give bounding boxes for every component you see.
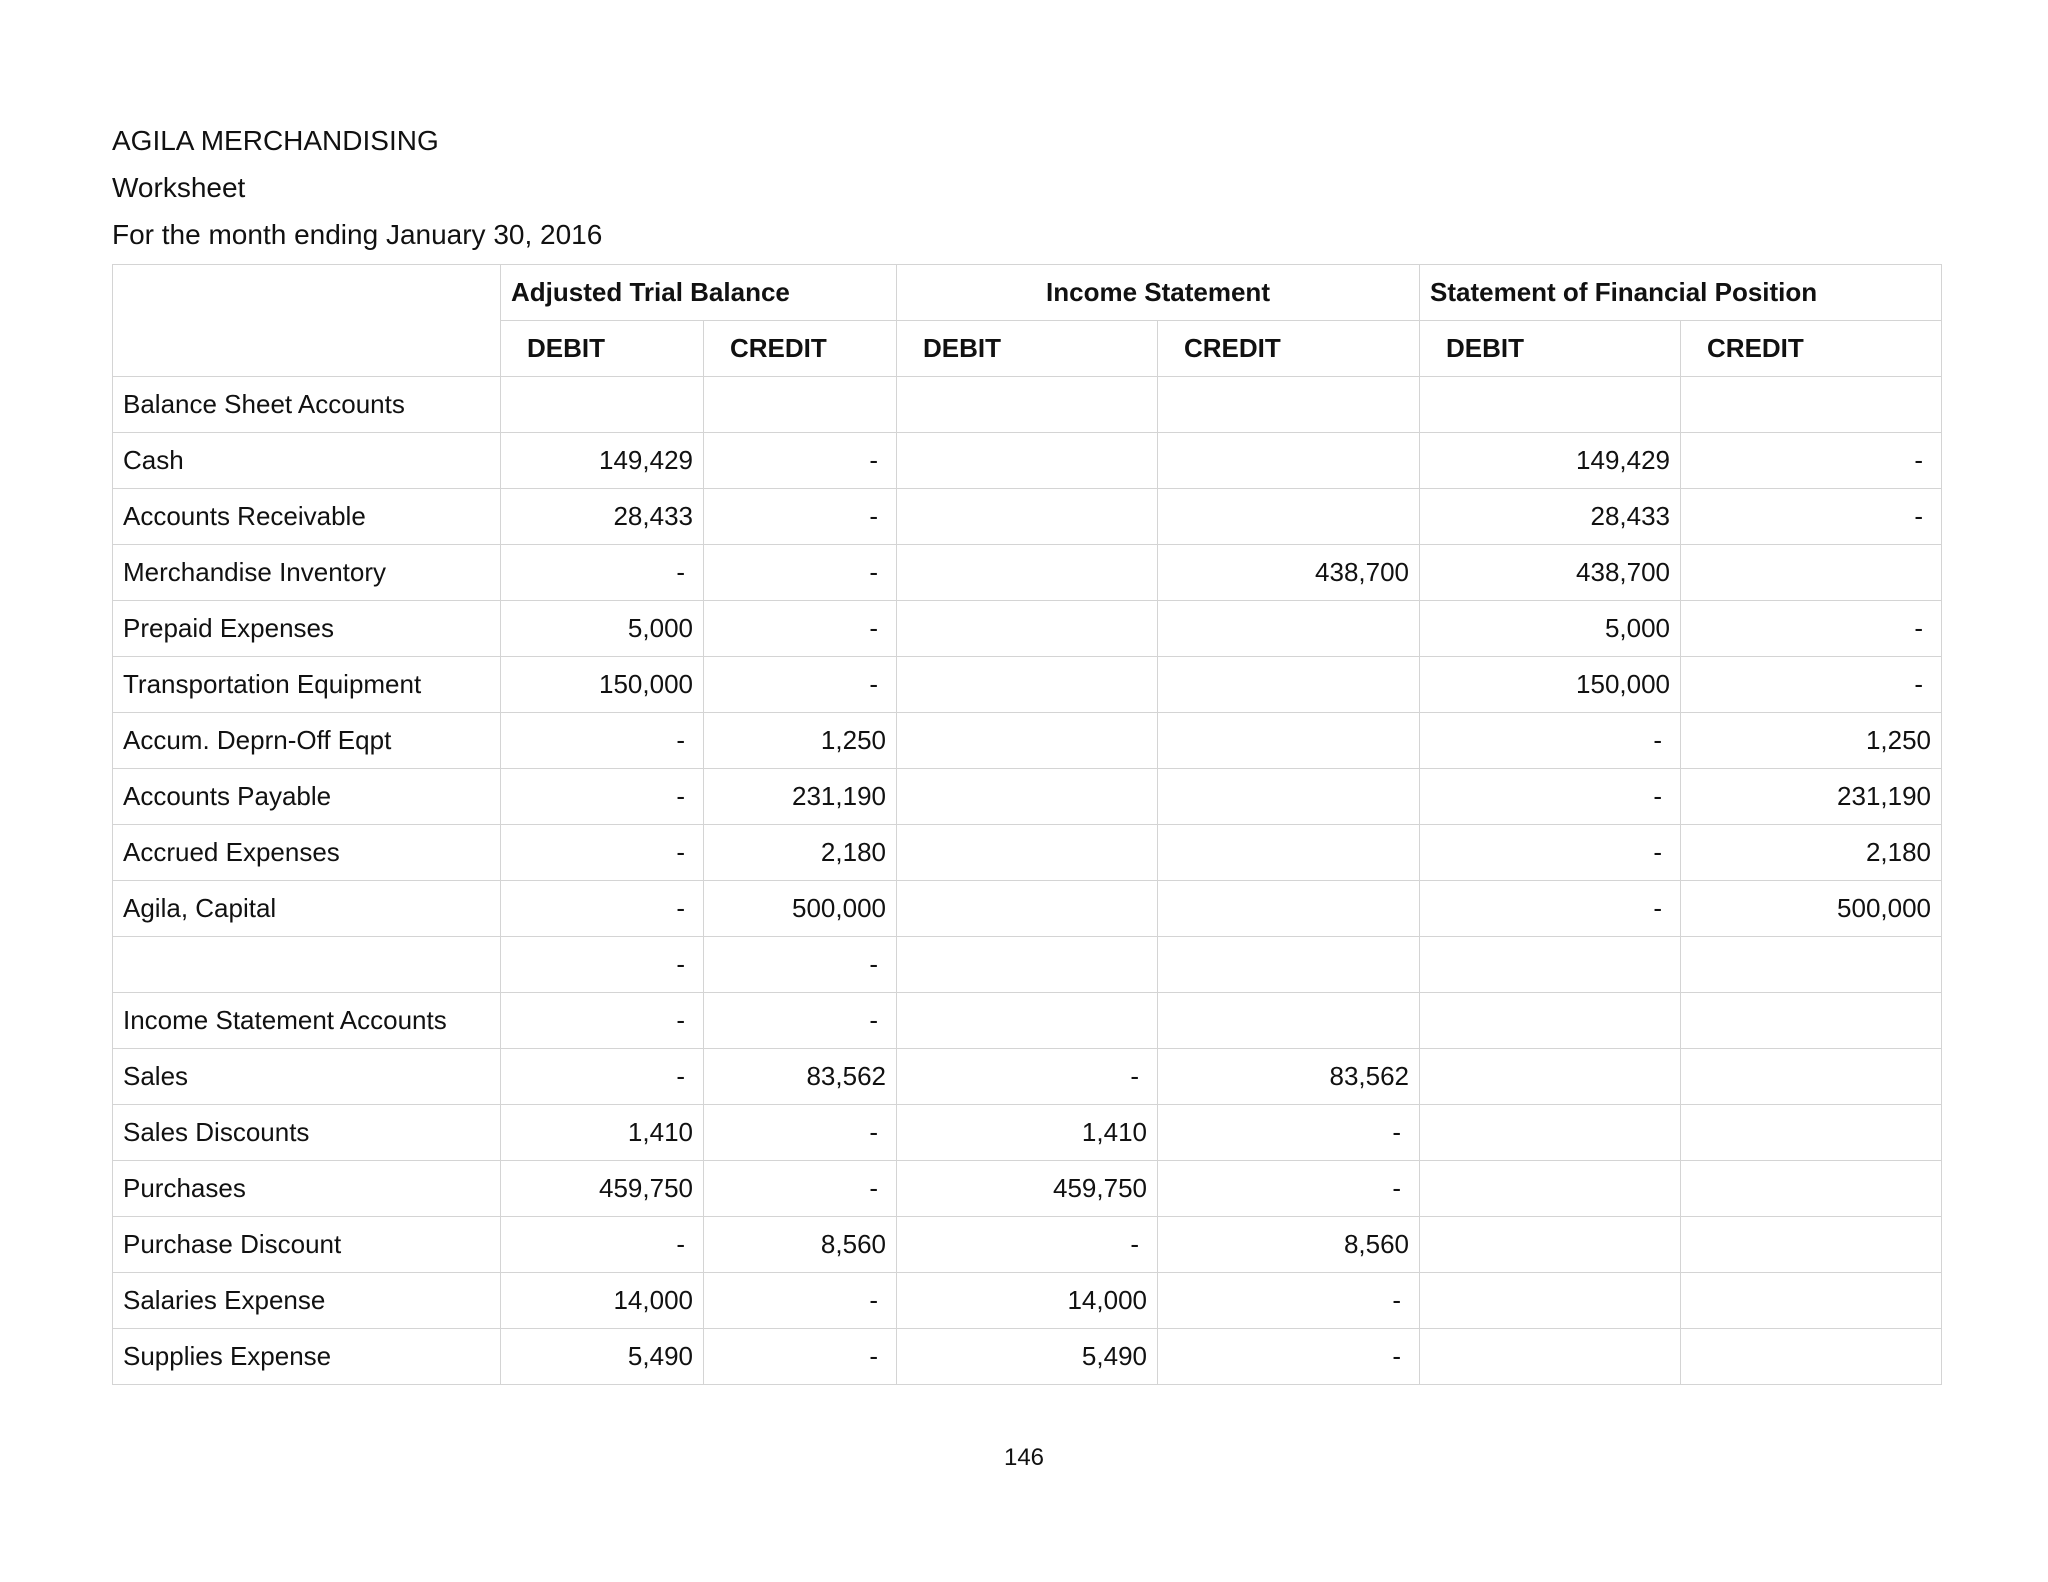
tb-debit-cell: 150,000 <box>501 657 704 713</box>
sfp-credit-cell: 1,250 <box>1681 713 1942 769</box>
is-credit-cell <box>1158 993 1420 1049</box>
table-row <box>113 377 1942 433</box>
tb-debit-cell: - <box>501 937 704 993</box>
sfp-debit-cell <box>1420 1273 1681 1329</box>
tb-credit-cell: - <box>704 433 897 489</box>
tb-credit-cell: - <box>704 1161 897 1217</box>
subheader-sfp-debit: DEBIT <box>1420 321 1681 377</box>
account-cell: Agila, Capital <box>113 881 501 937</box>
sfp-debit-cell <box>1420 1161 1681 1217</box>
is-debit-cell: 459,750 <box>897 1161 1158 1217</box>
tb-debit-cell: 459,750 <box>501 1161 704 1217</box>
table-row <box>113 1273 1942 1329</box>
tb-credit-cell: - <box>704 545 897 601</box>
worksheet-table <box>112 264 1942 1385</box>
sfp-credit-cell <box>1681 1105 1942 1161</box>
tb-debit-cell: 28,433 <box>501 489 704 545</box>
table-row <box>113 881 1942 937</box>
account-cell: Purchases <box>113 1161 501 1217</box>
table-row <box>113 937 1942 993</box>
tb-credit-cell: - <box>704 489 897 545</box>
tb-credit-cell: 231,190 <box>704 769 897 825</box>
sfp-credit-cell: 2,180 <box>1681 825 1942 881</box>
table-row <box>113 825 1942 881</box>
tb-debit-cell: 1,410 <box>501 1105 704 1161</box>
page-number: 146 <box>1003 1444 1045 1471</box>
tb-credit-cell: - <box>704 657 897 713</box>
account-cell: Cash <box>113 433 501 489</box>
tb-credit-cell <box>704 377 897 433</box>
tb-debit-cell: 5,490 <box>501 1329 704 1385</box>
is-credit-cell <box>1158 825 1420 881</box>
is-debit-cell <box>897 937 1158 993</box>
account-cell: Transportation Equipment <box>113 657 501 713</box>
sfp-credit-cell <box>1681 1273 1942 1329</box>
is-debit-cell <box>897 433 1158 489</box>
account-cell: Balance Sheet Accounts <box>113 377 501 433</box>
sfp-debit-cell: 28,433 <box>1420 489 1681 545</box>
tb-debit-cell: 5,000 <box>501 601 704 657</box>
sfp-credit-cell: 231,190 <box>1681 769 1942 825</box>
sfp-credit-cell: - <box>1681 433 1942 489</box>
is-debit-cell <box>897 657 1158 713</box>
is-credit-cell: 8,560 <box>1158 1217 1420 1273</box>
is-credit-cell: - <box>1158 1161 1420 1217</box>
sfp-credit-cell <box>1681 1329 1942 1385</box>
table-row <box>113 1161 1942 1217</box>
is-debit-cell: - <box>897 1049 1158 1105</box>
is-debit-cell <box>897 825 1158 881</box>
sfp-credit-cell <box>1681 377 1942 433</box>
period-line: For the month ending January 30, 2016 <box>112 219 603 250</box>
is-credit-cell <box>1158 377 1420 433</box>
tb-debit-cell: - <box>501 1217 704 1273</box>
is-credit-cell <box>1158 657 1420 713</box>
is-debit-cell <box>897 993 1158 1049</box>
account-cell: Accum. Deprn-Off Eqpt <box>113 713 501 769</box>
tb-credit-cell: - <box>704 1105 897 1161</box>
tb-debit-cell: - <box>501 545 704 601</box>
tb-credit-cell: 2,180 <box>704 825 897 881</box>
group-header-row <box>113 265 1942 321</box>
is-credit-cell: 438,700 <box>1158 545 1420 601</box>
sfp-debit-cell <box>1420 1105 1681 1161</box>
tb-debit-cell: - <box>501 1049 704 1105</box>
account-cell: Prepaid Expenses <box>113 601 501 657</box>
sfp-debit-cell: - <box>1420 713 1681 769</box>
is-debit-cell: 1,410 <box>897 1105 1158 1161</box>
sfp-credit-cell: - <box>1681 601 1942 657</box>
is-credit-cell <box>1158 433 1420 489</box>
sfp-credit-cell <box>1681 1161 1942 1217</box>
is-debit-cell: 14,000 <box>897 1273 1158 1329</box>
tb-credit-cell: 83,562 <box>704 1049 897 1105</box>
is-credit-cell <box>1158 601 1420 657</box>
is-debit-cell <box>897 489 1158 545</box>
table-row <box>113 1105 1942 1161</box>
sfp-debit-cell <box>1420 1049 1681 1105</box>
table-row <box>113 769 1942 825</box>
subheader-tb-debit: DEBIT <box>501 321 704 377</box>
sfp-debit-cell <box>1420 1217 1681 1273</box>
tb-debit-cell <box>501 377 704 433</box>
account-cell: Merchandise Inventory <box>113 545 501 601</box>
account-cell: Sales <box>113 1049 501 1105</box>
document-title: Worksheet <box>112 172 246 203</box>
sfp-debit-cell <box>1420 937 1681 993</box>
account-cell: Salaries Expense <box>113 1273 501 1329</box>
is-credit-cell: - <box>1158 1329 1420 1385</box>
company-name: AGILA MERCHANDISING <box>112 125 439 156</box>
sfp-debit-cell: - <box>1420 769 1681 825</box>
is-debit-cell: - <box>897 1217 1158 1273</box>
tb-credit-cell: - <box>704 1273 897 1329</box>
account-header-cell <box>113 265 501 377</box>
sfp-debit-cell: 5,000 <box>1420 601 1681 657</box>
account-cell: Sales Discounts <box>113 1105 501 1161</box>
sfp-credit-cell: - <box>1681 657 1942 713</box>
is-credit-cell: - <box>1158 1105 1420 1161</box>
is-debit-cell <box>897 881 1158 937</box>
group-header-financial-position: Statement of Financial Position <box>1420 265 1942 321</box>
sfp-debit-cell <box>1420 1329 1681 1385</box>
tb-debit-cell: 14,000 <box>501 1273 704 1329</box>
tb-credit-cell: 500,000 <box>704 881 897 937</box>
group-header-income-statement: Income Statement <box>897 265 1420 321</box>
is-debit-cell <box>897 601 1158 657</box>
subheader-is-debit: DEBIT <box>897 321 1158 377</box>
is-credit-cell <box>1158 489 1420 545</box>
table-row <box>113 657 1942 713</box>
table-row <box>113 1049 1942 1105</box>
sfp-debit-cell: - <box>1420 825 1681 881</box>
tb-debit-cell: - <box>501 825 704 881</box>
tb-debit-cell: - <box>501 769 704 825</box>
tb-debit-cell: - <box>501 993 704 1049</box>
sfp-credit-cell <box>1681 1049 1942 1105</box>
sfp-debit-cell: 150,000 <box>1420 657 1681 713</box>
tb-credit-cell: 8,560 <box>704 1217 897 1273</box>
table-row <box>113 545 1942 601</box>
is-credit-cell: 83,562 <box>1158 1049 1420 1105</box>
tb-debit-cell: - <box>501 713 704 769</box>
group-header-adjusted-trial-balance: Adjusted Trial Balance <box>501 265 897 321</box>
sfp-credit-cell <box>1681 545 1942 601</box>
is-debit-cell <box>897 545 1158 601</box>
account-cell <box>113 937 501 993</box>
tb-credit-cell: - <box>704 601 897 657</box>
is-debit-cell: 5,490 <box>897 1329 1158 1385</box>
sfp-debit-cell <box>1420 993 1681 1049</box>
sfp-credit-cell: 500,000 <box>1681 881 1942 937</box>
sfp-credit-cell <box>1681 1217 1942 1273</box>
is-credit-cell <box>1158 937 1420 993</box>
is-credit-cell: - <box>1158 1273 1420 1329</box>
sfp-debit-cell: 149,429 <box>1420 433 1681 489</box>
sfp-credit-cell: - <box>1681 489 1942 545</box>
table-row <box>113 713 1942 769</box>
account-cell: Accounts Receivable <box>113 489 501 545</box>
account-cell: Accrued Expenses <box>113 825 501 881</box>
account-cell: Accounts Payable <box>113 769 501 825</box>
is-debit-cell <box>897 769 1158 825</box>
account-cell: Purchase Discount <box>113 1217 501 1273</box>
tb-credit-cell: 1,250 <box>704 713 897 769</box>
is-credit-cell <box>1158 881 1420 937</box>
table-row <box>113 601 1942 657</box>
is-debit-cell <box>897 377 1158 433</box>
tb-credit-cell: - <box>704 993 897 1049</box>
subheader-is-credit: CREDIT <box>1158 321 1420 377</box>
table-row <box>113 1217 1942 1273</box>
table-row <box>113 433 1942 489</box>
tb-debit-cell: - <box>501 881 704 937</box>
is-credit-cell <box>1158 713 1420 769</box>
worksheet-body <box>113 377 1942 1385</box>
sfp-credit-cell <box>1681 937 1942 993</box>
tb-credit-cell: - <box>704 1329 897 1385</box>
table-row <box>113 489 1942 545</box>
is-credit-cell <box>1158 769 1420 825</box>
subheader-sfp-credit: CREDIT <box>1681 321 1942 377</box>
tb-credit-cell: - <box>704 937 897 993</box>
sfp-debit-cell: - <box>1420 881 1681 937</box>
account-cell: Income Statement Accounts <box>113 993 501 1049</box>
table-row <box>113 993 1942 1049</box>
sfp-debit-cell: 438,700 <box>1420 545 1681 601</box>
is-debit-cell <box>897 713 1158 769</box>
sfp-debit-cell <box>1420 377 1681 433</box>
sfp-credit-cell <box>1681 993 1942 1049</box>
table-row <box>113 1329 1942 1385</box>
subheader-tb-credit: CREDIT <box>704 321 897 377</box>
account-cell: Supplies Expense <box>113 1329 501 1385</box>
tb-debit-cell: 149,429 <box>501 433 704 489</box>
